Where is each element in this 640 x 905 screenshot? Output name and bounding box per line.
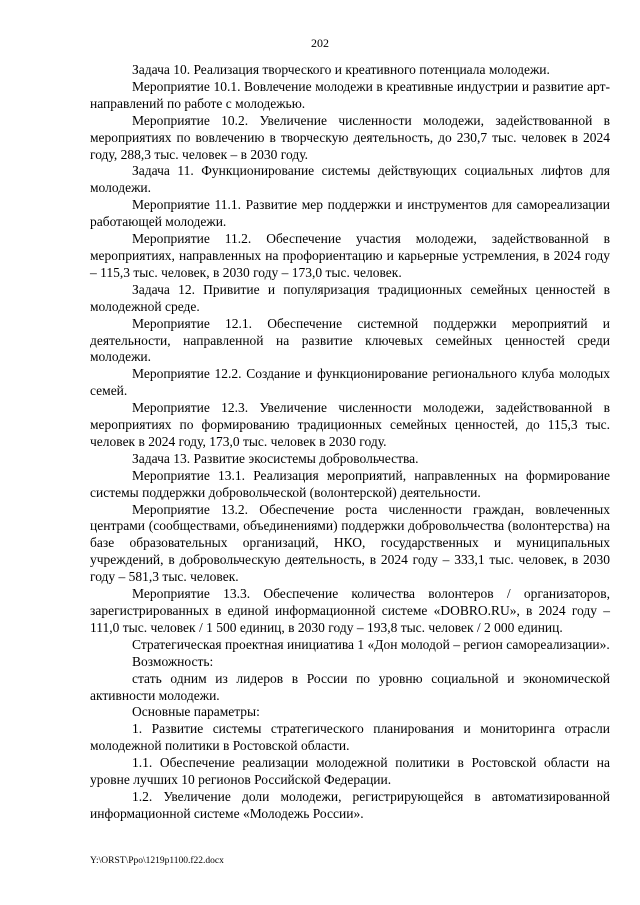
paragraph-task-11: Задача 11. Функционирование системы действующих социальных лифтов для молодежи. xyxy=(90,163,610,196)
paragraph-opportunity-text: стать одним из лидеров в России по уровню социальной и экономической активности молодежи. xyxy=(90,670,610,703)
paragraph-measure-13-3: Мероприятие 13.3. Обеспечение количества волонтеров / организаторов, зарегистрированных в единой информационной системе «DOBRO.RU», в 2024 году – 111,0 тыс. человек / 1 500 единиц, в 2030 году – 193,8 тыс. человек / 2 000 единиц. xyxy=(90,586,610,635)
paragraph-measure-12-3: Мероприятие 12.3. Увеличение численности молодежи, задействованной в мероприятиях по формированию традиционных семейных ценностей, до 115,3 тыс. человек в 2024 году, 173,0 тыс. человек в 2030 году. xyxy=(90,400,610,449)
paragraph-strategic-initiative: Стратегическая проектная инициатива 1 «Дон молодой – регион самореализации». xyxy=(132,636,610,652)
paragraph-opportunity-heading: Возможность: xyxy=(132,653,214,669)
paragraph-parameters-heading: Основные параметры: xyxy=(132,704,260,720)
paragraph-parameter-1: 1. Развитие системы стратегического планирования и мониторинга отрасли молодежной политики в Ростовской области. xyxy=(90,721,610,754)
paragraph-parameter-1-2: 1.2. Увеличение доли молодежи, регистрирующейся в автоматизированной информационной системе «Молодежь России». xyxy=(90,788,610,821)
paragraph-measure-10-2: Мероприятие 10.2. Увеличение численности молодежи, задействованной в мероприятиях по вовлечению в творческую деятельность, до 230,7 тыс. человек в 2024 году, 288,3 тыс. человек – в 2030 году. xyxy=(90,112,610,162)
paragraph-parameter-1-1: 1.1. Обеспечение реализации молодежной политики в Ростовской области на уровне лучших 10 регионов Российской Федерации. xyxy=(90,755,610,788)
document-body xyxy=(90,62,610,823)
page-number: 202 xyxy=(311,36,329,50)
paragraph-measure-11-1: Мероприятие 11.1. Развитие мер поддержки и инструментов для самореализации работающей молодежи. xyxy=(90,197,610,230)
paragraph-measure-10-1: Мероприятие 10.1. Вовлечение молодежи в креативные индустрии и развитие арт-направлений по работе с молодежью. xyxy=(90,78,610,111)
paragraph-task-13: Задача 13. Развитие экосистемы добровольчества. xyxy=(132,450,419,466)
paragraph-measure-13-2: Мероприятие 13.2. Обеспечение роста численности граждан, вовлеченных центрами (сообществами, объединениями) поддержки добровольчества (волонтерства) на базе образовательных организаций, НКО, государственных и муниципальных учреждений, в добровольческую деятельность, в 2024 году – 333,1 тыс. человек, в 2030 году – 581,3 тыс. человек. xyxy=(90,501,610,585)
footer-file-path: Y:\ORST\Ppo\1219p1100.f22.docx xyxy=(90,856,224,866)
paragraph-measure-11-2: Мероприятие 11.2. Обеспечение участия молодежи, задействованной в мероприятиях, направленных на профориентацию и карьерные устремления, в 2024 году – 115,3 тыс. человек, в 2030 году – 173,0 тыс. человек. xyxy=(90,231,610,280)
paragraph-measure-12-2: Мероприятие 12.2. Создание и функционирование регионального клуба молодых семей. xyxy=(90,366,610,399)
paragraph-measure-12-1: Мероприятие 12.1. Обеспечение системной поддержки мероприятий и деятельности, направленной на развитие ключевых семейных ценностей среди молодежи. xyxy=(90,315,610,365)
paragraph-task-10: Задача 10. Реализация творческого и креативного потенциала молодежи. xyxy=(132,62,550,77)
paragraph-task-12: Задача 12. Привитие и популяризация традиционных семейных ценностей в молодежной среде. xyxy=(90,281,610,314)
paragraph-measure-13-1: Мероприятие 13.1. Реализация мероприятий, направленных на формирование системы поддержки добровольческой (волонтерской) деятельности. xyxy=(90,467,610,500)
